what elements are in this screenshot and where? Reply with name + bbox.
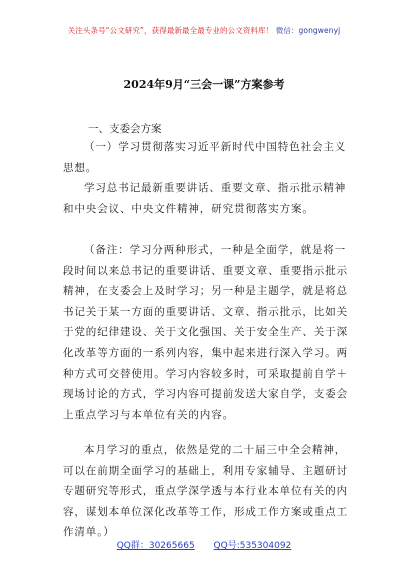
header-wechat-text: 微信：gongwenyj xyxy=(275,26,341,35)
paragraph-line: 于党的纪律建设、关于文化强国、关于安全生产、关于深 xyxy=(63,326,348,339)
section-heading: 一、支委会方案 xyxy=(88,123,162,135)
paragraph-4 xyxy=(63,440,357,543)
paragraph-3 xyxy=(63,240,357,425)
paragraph-line: 学习总书记最新重要讲话、重要文章、指示批示精神 xyxy=(84,182,347,194)
document-title: 2024年9月“三会一课”方案参考 xyxy=(123,78,285,91)
paragraph-line: 现场讨论的方式，学习内容可提前发送大家自学，支委会 xyxy=(63,388,348,401)
paragraph-line: 种方式可交替使用。学习内容较多时，可采取提前自学＋ xyxy=(63,367,348,380)
paragraph-line: 书记关于某一方面的重要讲话、文章、指示批示，比如关 xyxy=(63,305,348,318)
qq-group-link[interactable]: QQ群：30265665 xyxy=(116,541,195,551)
paragraph-line: 思想。 xyxy=(63,161,98,174)
paragraph-2 xyxy=(63,178,357,219)
paragraph-line: 专题研究等形式，重点学深学透与本行业本单位有关的内 xyxy=(63,485,348,498)
header-promo-text: 关注头条号“公文研究”，获得最新最全最专业的公文资料库！ xyxy=(67,26,276,35)
paragraph-line: 作清单。） xyxy=(63,526,115,539)
paragraph-line: 容，谋划本单位深化改革等工作，形成工作方案或重点工 xyxy=(63,505,348,518)
paragraph-line: 上重点学习与本单位有关的内容。 xyxy=(63,408,234,421)
paragraph-line: 段时间以来总书记的重要讲话、重要文章、重要指示批示 xyxy=(63,264,348,277)
paragraph-line: 和中央会议、中央文件精神，研究贯彻落实方案。 xyxy=(63,202,314,215)
paragraph-1 xyxy=(63,137,357,178)
paragraph-line: 本月学习的重点，依然是党的二十届三中全会精神， xyxy=(84,444,347,456)
paragraph-line: （一）学习贯彻落实习近平新时代中国特色社会主义 xyxy=(84,141,347,153)
qq-number-link[interactable]: QQ号:535304092 xyxy=(213,541,292,551)
page-footer xyxy=(0,538,408,551)
paragraph-line: 化改革等方面的一系列内容，集中起来进行深入学习。两 xyxy=(63,346,348,359)
paragraph-line: 精神，在支委会上及时学习；另一种是主题学，就是将总 xyxy=(63,285,348,298)
paragraph-line: 可以在前期全面学习的基础上，利用专家辅导、主题研讨 xyxy=(63,464,348,477)
page-header-banner xyxy=(0,25,408,36)
paragraph-line: （备注：学习分两种形式，一种是全面学，就是将一 xyxy=(84,244,347,256)
